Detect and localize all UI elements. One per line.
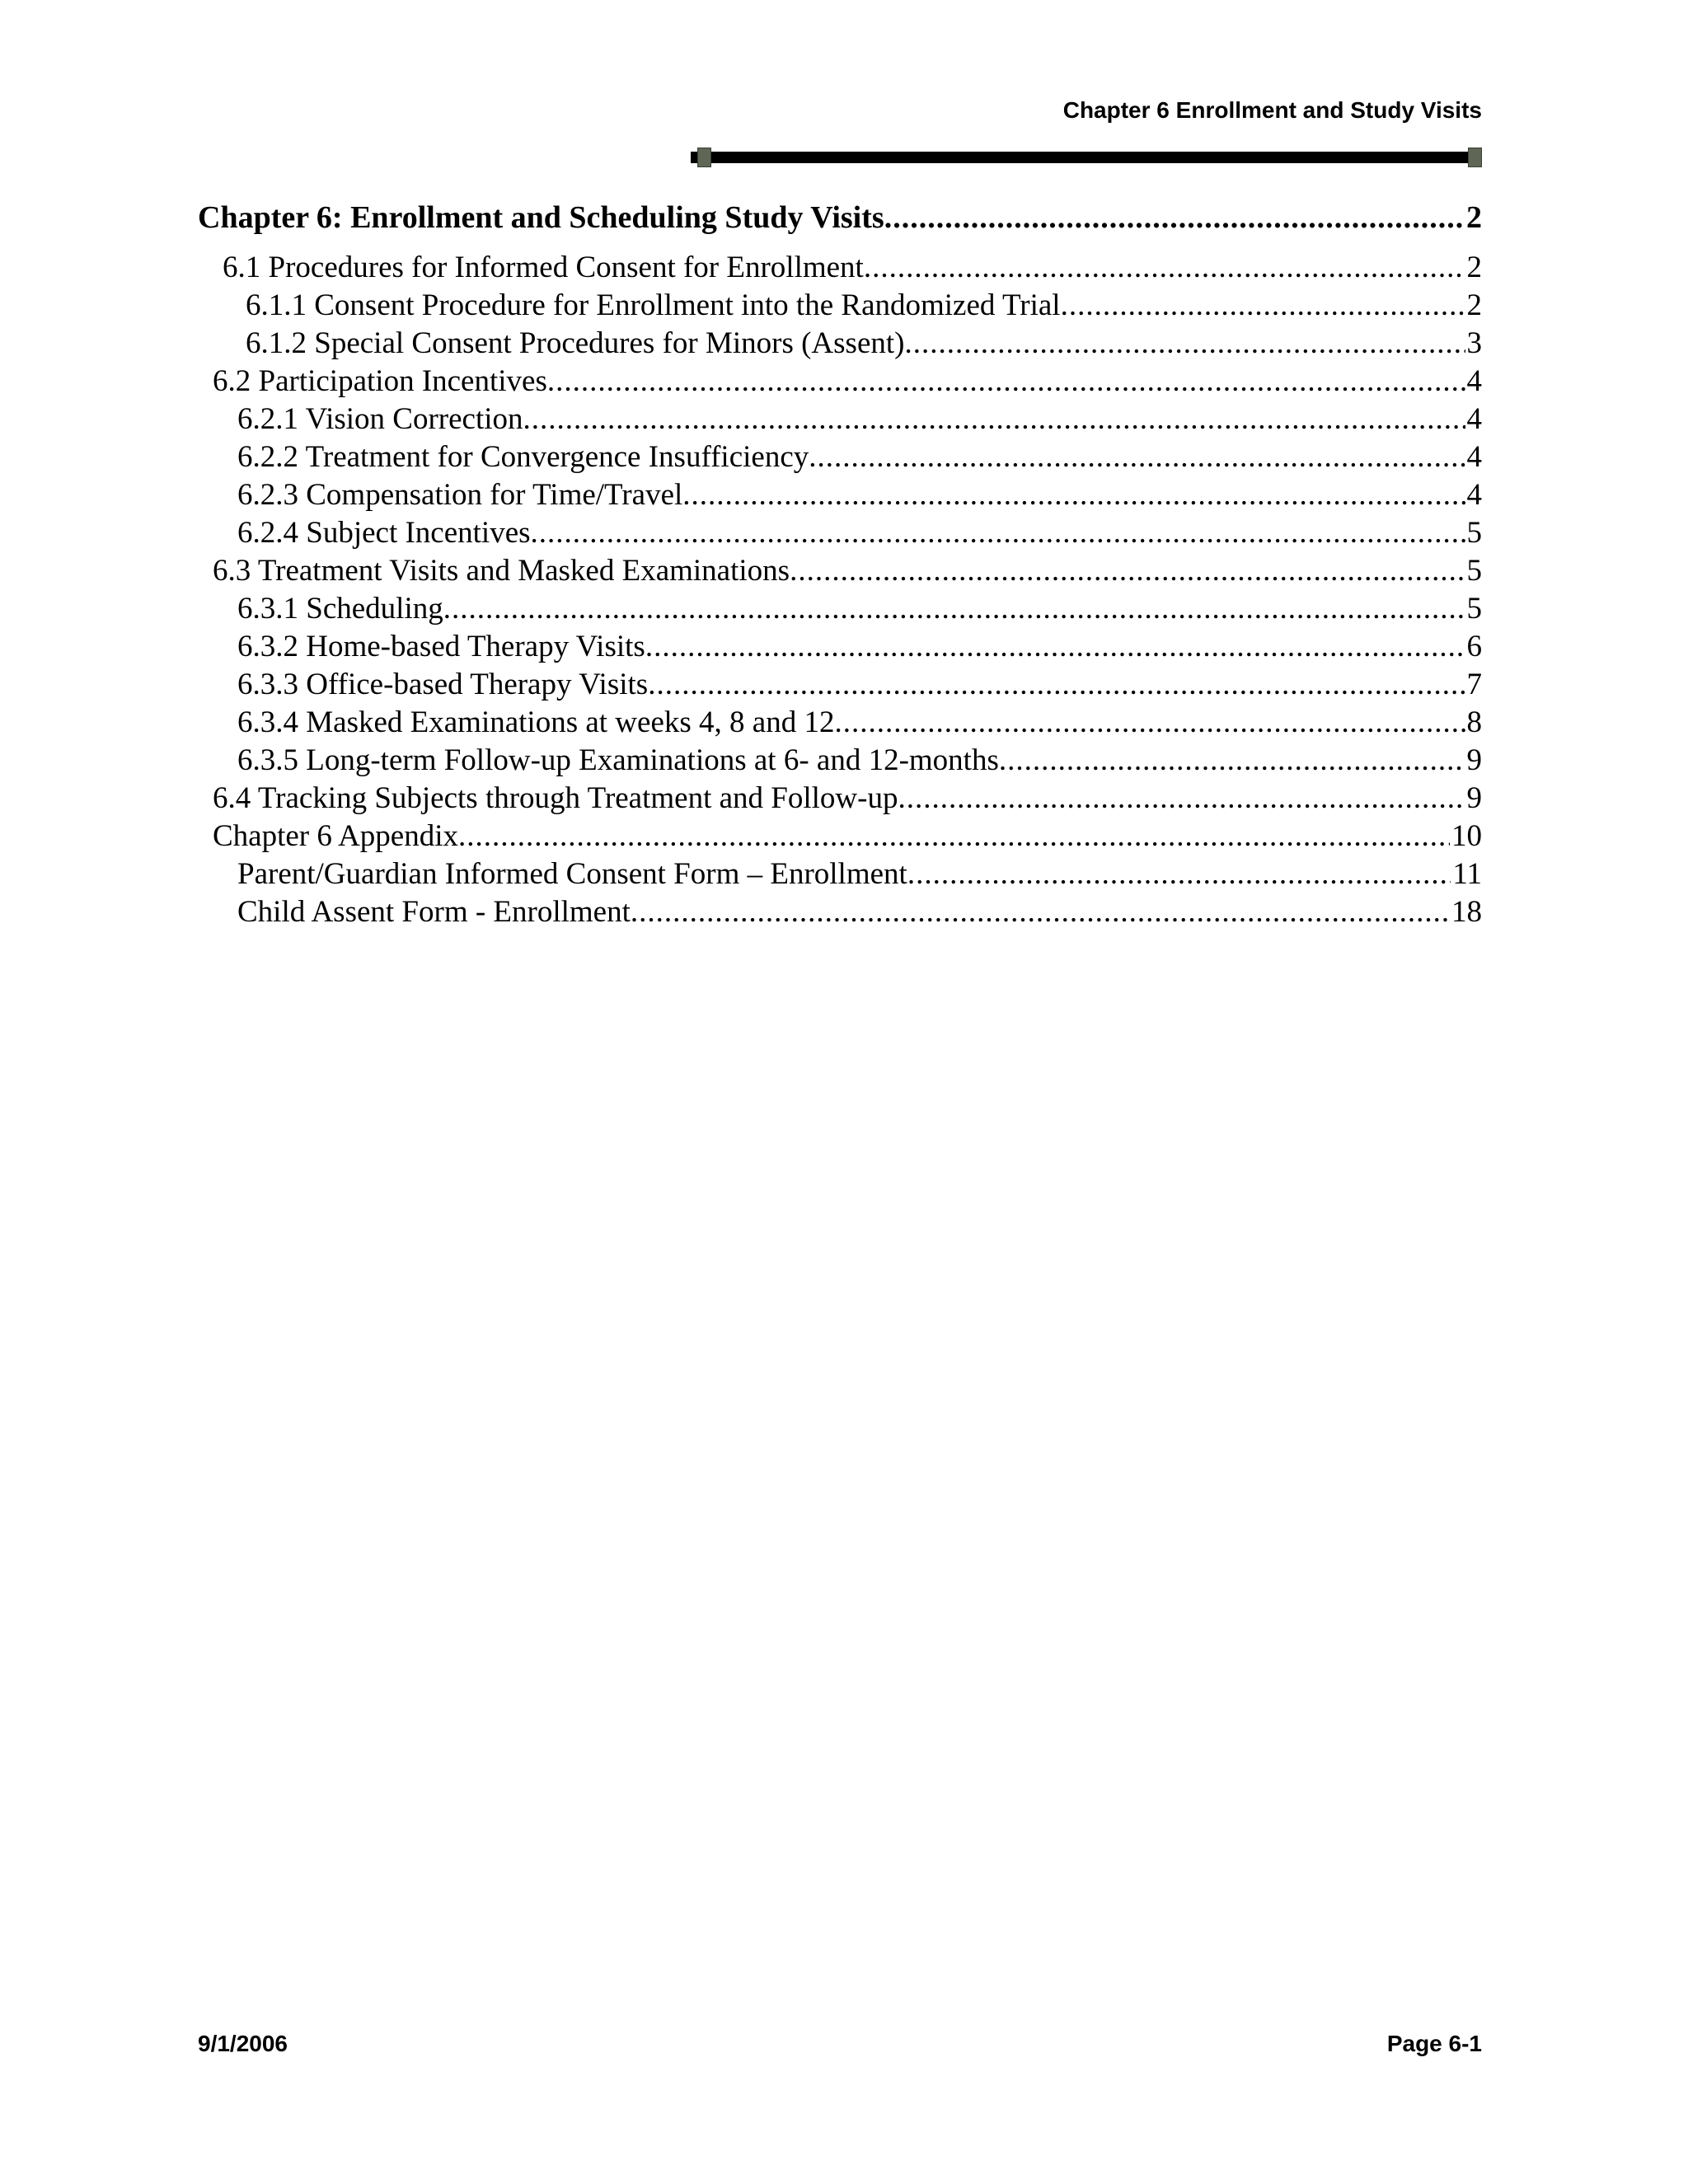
toc-dot-leader xyxy=(907,855,1451,893)
toc-entry-6-3-5[interactable] xyxy=(198,742,1482,780)
toc-entry-6-2-4[interactable] xyxy=(198,514,1482,552)
toc-entry-title: 6.1 Procedures for Informed Consent for Enrollment xyxy=(223,251,864,284)
toc-dot-leader xyxy=(458,818,1450,855)
toc-dot-leader xyxy=(645,628,1465,666)
toc-entry-title: 6.3.2 Home-based Therapy Visits xyxy=(237,630,645,663)
toc-page-number: 5 xyxy=(1466,516,1482,550)
toc-entry-title: 6.2.2 Treatment for Convergence Insufficiency xyxy=(237,440,809,474)
toc-entry-title: 6.3.1 Scheduling xyxy=(237,592,443,626)
toc-entry-title: 6.3.5 Long-term Follow-up Examinations at 6- and 12-months xyxy=(237,743,999,777)
toc-dot-leader xyxy=(531,514,1465,552)
toc-dot-leader xyxy=(999,742,1465,780)
toc-page-number: 6 xyxy=(1466,630,1482,663)
footer-page-number: Page 6-1 xyxy=(1386,2031,1482,2056)
toc-entry-6-1[interactable] xyxy=(198,249,1482,287)
toc-page-number: 18 xyxy=(1451,895,1482,929)
toc-entry-6-3-1[interactable] xyxy=(198,590,1482,628)
toc-entry-title: 6.2.1 Vision Correction xyxy=(237,402,523,436)
toc-page-number: 7 xyxy=(1466,668,1482,701)
toc-entry-title: 6.2 Participation Incentives xyxy=(213,364,547,398)
toc-dot-leader xyxy=(648,666,1465,704)
toc-entry-title: 6.3.4 Masked Examinations at weeks 4, 8 and 12 xyxy=(237,705,835,739)
toc-page-number: 8 xyxy=(1466,705,1482,739)
toc-dot-leader xyxy=(523,401,1465,438)
running-header-title: Chapter 6 Enrollment and Study Visits xyxy=(1062,97,1482,123)
toc-entry-6-2[interactable] xyxy=(198,363,1482,401)
toc-entry-title: 6.1.1 Consent Procedure for Enrollment into the Randomized Trial xyxy=(246,288,1061,322)
toc-entry-child-assent-form[interactable] xyxy=(198,893,1482,931)
toc-entry-title: Chapter 6 Appendix xyxy=(213,819,459,853)
toc-entry-6-1-2[interactable] xyxy=(198,325,1482,363)
toc-dot-leader xyxy=(1061,287,1465,325)
toc-page-number: 10 xyxy=(1451,819,1482,853)
toc-entry-6-3-2[interactable] xyxy=(198,628,1482,666)
toc-page-number: 4 xyxy=(1466,364,1482,398)
toc-page-number: 11 xyxy=(1452,857,1482,891)
toc-entry-parent-consent-form[interactable] xyxy=(198,855,1482,893)
toc-dot-leader xyxy=(443,590,1465,628)
toc-entry-title: 6.2.3 Compensation for Time/Travel xyxy=(237,478,683,512)
rule-end-cap-right xyxy=(1468,148,1482,167)
toc-page-number: 9 xyxy=(1466,781,1482,815)
toc-dot-leader xyxy=(904,325,1465,363)
toc-entry-6-2-1[interactable] xyxy=(198,401,1482,438)
header-rule xyxy=(691,152,1482,163)
toc-page-number: 2 xyxy=(1466,251,1482,284)
toc-entry-title: Chapter 6: Enrollment and Scheduling Study Visits xyxy=(198,200,884,235)
toc-entry-title: Child Assent Form - Enrollment xyxy=(237,895,631,929)
toc-page-number: 5 xyxy=(1466,554,1482,588)
rule-end-cap-left xyxy=(697,148,711,167)
toc-dot-leader xyxy=(682,476,1465,514)
toc-entry-6-3-4[interactable] xyxy=(198,704,1482,742)
footer-date: 9/1/2006 xyxy=(198,2031,288,2056)
toc-page-number: 4 xyxy=(1466,402,1482,436)
toc-entry-6-2-2[interactable] xyxy=(198,438,1482,476)
toc-entry-chapter-6[interactable] xyxy=(198,196,1482,239)
toc-page-number: 4 xyxy=(1466,440,1482,474)
toc-dot-leader xyxy=(884,196,1465,239)
toc-entry-6-2-3[interactable] xyxy=(198,476,1482,514)
toc-entry-title: 6.4 Tracking Subjects through Treatment and Follow-up xyxy=(213,781,898,815)
toc-entry-title: 6.2.4 Subject Incentives xyxy=(237,516,531,550)
toc-page-number: 3 xyxy=(1466,326,1482,360)
toc-entry-title: 6.1.2 Special Consent Procedures for Minors (Assent) xyxy=(246,326,905,360)
toc-page-number: 5 xyxy=(1466,592,1482,626)
toc-dot-leader xyxy=(864,249,1465,287)
toc-page-number: 9 xyxy=(1466,743,1482,777)
toc-entry-appendix[interactable] xyxy=(198,818,1482,855)
toc-dot-leader xyxy=(834,704,1465,742)
toc-page-number: 2 xyxy=(1466,288,1482,322)
toc-page-number: 4 xyxy=(1466,478,1482,512)
toc-entry-6-4[interactable] xyxy=(198,780,1482,818)
toc-entry-title: 6.3.3 Office-based Therapy Visits xyxy=(237,668,649,701)
toc-page-number: 2 xyxy=(1466,200,1482,235)
table-of-contents xyxy=(198,196,1482,931)
toc-dot-leader xyxy=(547,363,1465,401)
toc-entry-title: 6.3 Treatment Visits and Masked Examinations xyxy=(213,554,790,588)
toc-entry-6-3[interactable] xyxy=(198,552,1482,590)
toc-entry-6-3-3[interactable] xyxy=(198,666,1482,704)
toc-dot-leader xyxy=(790,552,1465,590)
toc-entry-title: Parent/Guardian Informed Consent Form – Enrollment xyxy=(237,857,907,891)
toc-dot-leader xyxy=(898,780,1465,818)
toc-entry-6-1-1[interactable] xyxy=(198,287,1482,325)
toc-dot-leader xyxy=(631,893,1450,931)
toc-dot-leader xyxy=(809,438,1465,476)
